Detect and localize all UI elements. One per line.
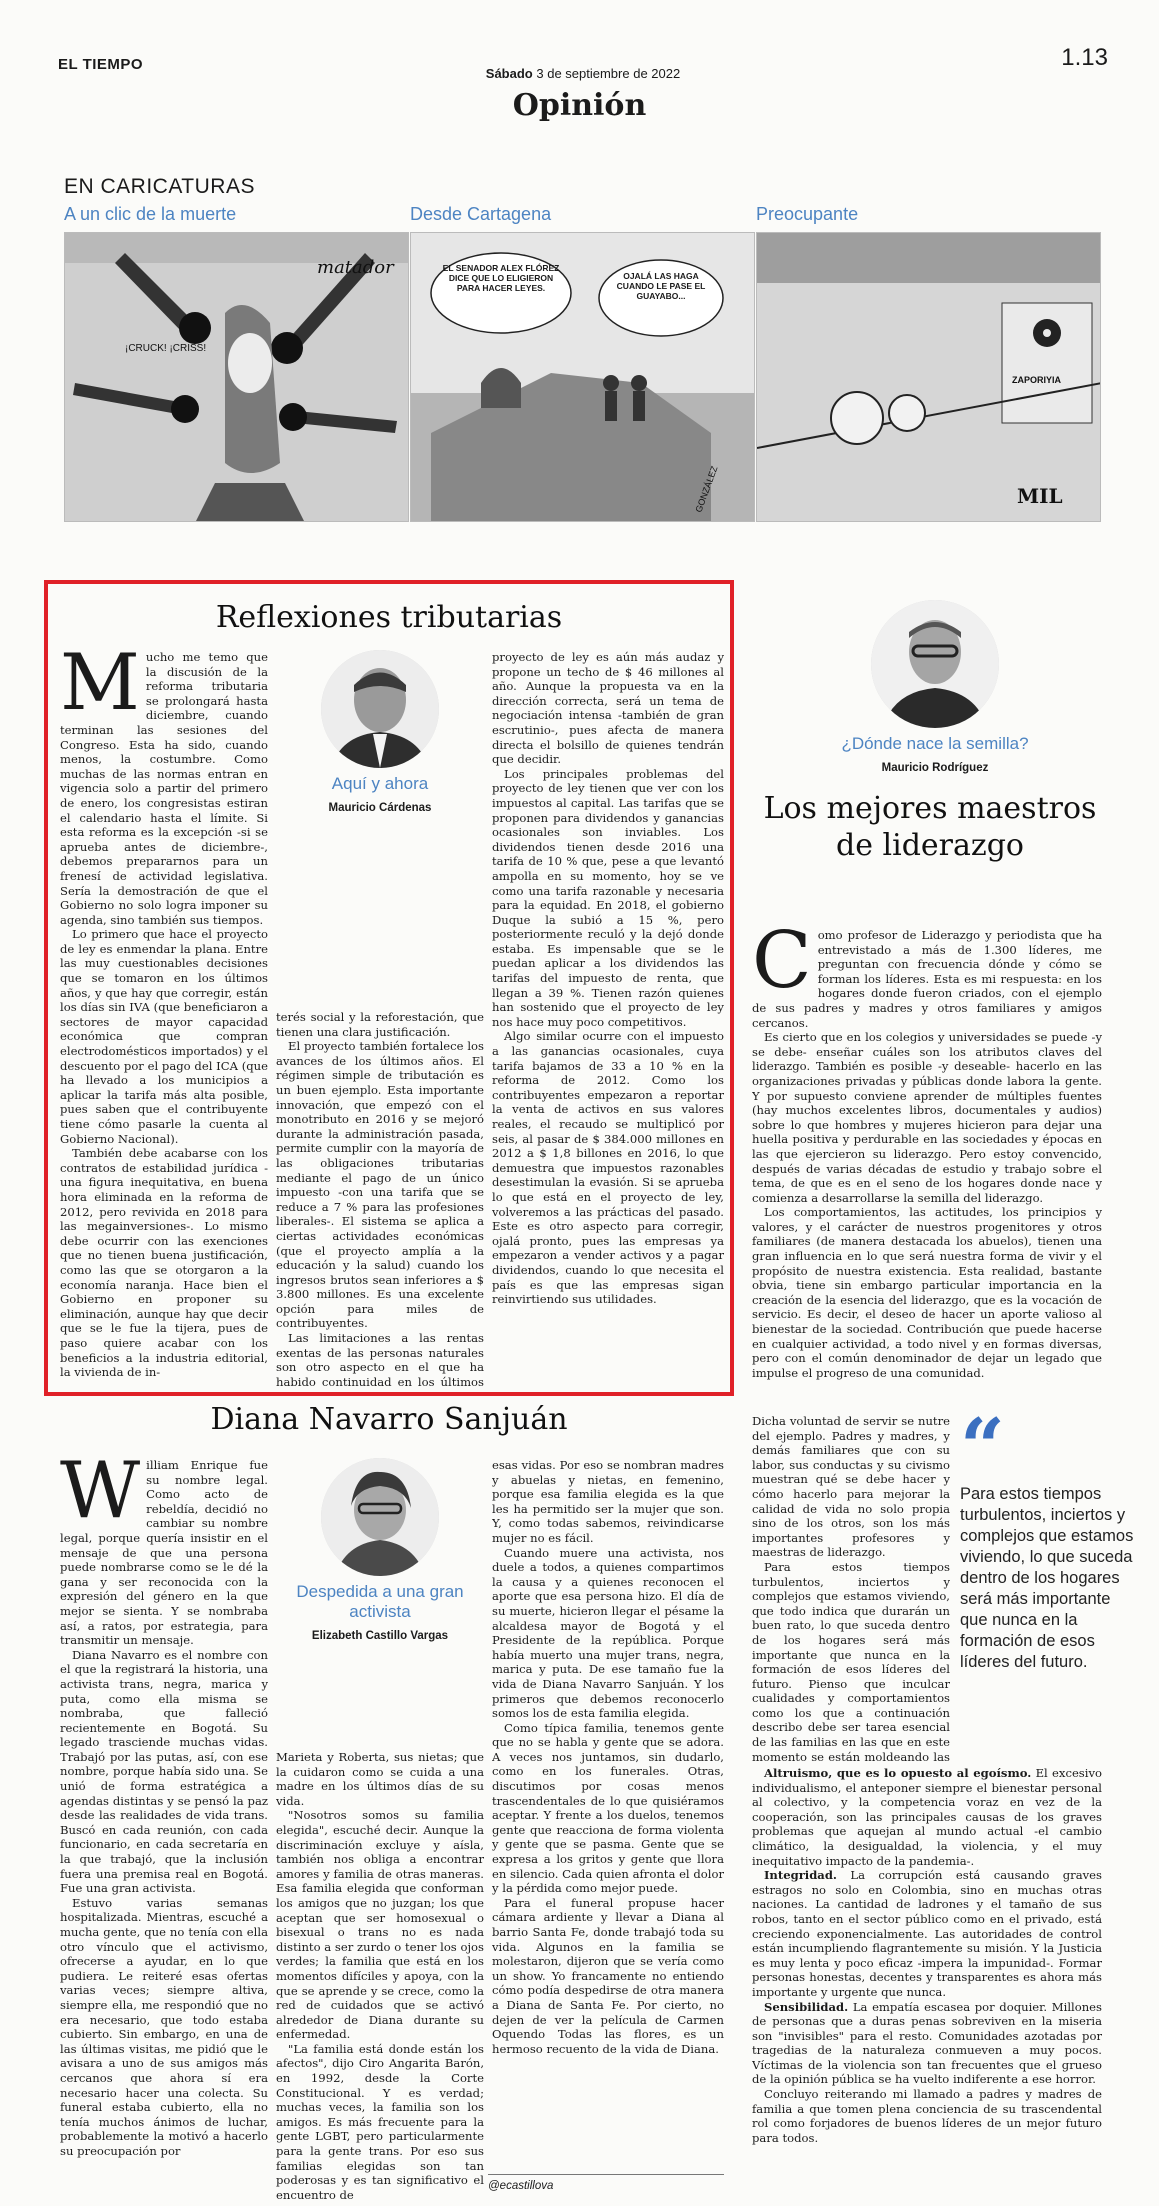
item-text: La corrupción está causando graves estragos no solo en Colombia, sino en muchas otras naciones. La cantidad de ladrones y el tamaño de sus robos, tanto en el sector público como en el privado, está creciendo exponencialmente. Las autoridades de control están incumpliendo flagrantemente su misión. Y la Justicia es muy lenta y poco eficaz -impera la impunidad-. Formar personas honestas, decentes y transparentes es ahora más importante y urgente que nunca. xyxy=(752,1868,1102,1999)
cartoon-bubble-right: OJALÁ LAS HAGA CUANDO LE PASE EL GUAYABO... xyxy=(616,271,706,301)
cartoon-caption: Preocupante xyxy=(756,204,859,224)
cartoon-2 xyxy=(410,200,755,522)
paragraph: Cuando muere una activista, nos duele a todos, a quienes compartimos la causa y a quienes reconocen el aporte que esa persona hizo. El día de su muerte, hicieron llegar el pésame la alcaldesa mayor de Bogotá y el Presidente de la república. Porque había muerto una mujer trans, negra, marica y puta. De ese tamaño fue la vida de Diana Navarro Sanjuán. Y los primeros que debemos reconocerlo somos los de esta familia elegida. xyxy=(492,1545,724,1721)
author-handle[interactable]: @ecastillova xyxy=(488,2180,554,2192)
article-column-2 xyxy=(752,1414,950,1764)
cartoon-caption: Desde Cartagena xyxy=(410,204,552,224)
drop-cap: W xyxy=(60,1458,141,1536)
paragraph: Estuvo varias semanas hospitalizada. Mientras, escuché a mucha gente, que no tenía con ella otro vínculo que el activismo, ofrecerse a ayudar, en lo que pudiera. Le reiteré esas ofertas varias veces; siempre altiva, siempre ella, me respondió que no era necesario, que todo estaba cubierto. Sin embargo, en una de las últimas visitas, me pidió que le avisara a uno de sus amigos más cercanos que ahora sí era necesario hacer una colecta. Su funeral estaba cubierto, ella no tenía muchos ánimos de luchar, probablemente la motivó a hacerlo su preocupación por xyxy=(60,1895,268,2158)
article-column-3 xyxy=(492,650,724,1390)
paragraph: También debe acabarse con los contratos de estabilidad jurídica -una figura inequitativa, en buena hora eliminada en la reforma de 2012, pero revivida en 2018 para las megainversiones-. Lo mismo debe ocurrir con las exenciones que no tienen buena justificación, como las que se otorgaron a la economía naranja. Hace bien el Gobierno en proponer su eliminación, aunque hay que decir que se le fue la tijera, pues de paso quiere acabar con los beneficios a la industria editorial, la vivienda de in- xyxy=(60,1146,268,1380)
author-name: Mauricio Cárdenas xyxy=(328,802,432,814)
paragraph: esas vidas. Por eso se nombran madres y abuelas y nietas, en femenino, porque esa familia elegida es la que les ha permitido ser la mujer que son. Y, como todas sabemos, reivindicarse mujer no es fácil. xyxy=(492,1458,724,1545)
cartoon-label: ZAPORIYIA xyxy=(1012,375,1062,385)
paragraph: Para estos tiempos turbulentos, inciertos y complejos que estamos viviendo, que todo indica que durarán un buen rato, lo que suceda dentro de los hogares será más importante que nunca en la formación de esos líderes del futuro. Pienso que inculcar cualidades y comportamientos como los que a continuación describo debe ser tarea esencial de las familias en las que en este momento se están moldeando las xyxy=(752,1559,950,1764)
masthead xyxy=(58,44,1108,81)
cartoon-image xyxy=(756,232,1101,522)
article-title: Reflexiones tributarias xyxy=(215,600,563,635)
item-lead: Sensibilidad. xyxy=(764,1999,849,2014)
paragraph: Concluyo reiterando mi llamado a padres y madres de familia a que tomen plena conciencia de su trascendental rol como forjadores de buenos líderes de un mejor futuro para todos. xyxy=(752,2087,1102,2145)
page-number: 1.13 xyxy=(1061,44,1108,71)
cartoon-sound: ¡CRUCK! ¡CRISS! xyxy=(125,343,207,354)
list-item xyxy=(752,1868,1102,1999)
paragraph: terés social y la reforestación, que tienen una clara justificación. xyxy=(276,1010,484,1039)
cartoon-caption: A un clic de la muerte xyxy=(64,204,237,224)
paragraph: Dicha voluntad de servir se nutre del ejemplo. Padres y madres, y demás familiares que con su labor, sus conductas y su civismo muestran qué se debe hacer y cómo hacerlo para mejorar la calidad de vida no solo propia sino de los otros, son los más importantes profesores y maestras de liderazgo. xyxy=(752,1414,950,1560)
paragraph: El proyecto también fortalece los avances de los últimos años. El régimen simple de tributación es un buen ejemplo. Esta importante innovación, que empezó con el monotributo en 2016 y se mejoró durante la administración pasada, permite cumplir con la mayoría de las obligaciones tributarias mediante el pago de un único impuesto -con una tarifa que se reduce a 7 % para las profesiones liberales-. El sistema se aplica a ciertas actividades económicas (que el proyecto amplía a la educación y la salud) cuando los ingresos brutos sean inferiores a $ 3.800 millones. Es una excelente opción para miles de contribuyentes. xyxy=(276,1039,484,1331)
author-name: Elizabeth Castillo Vargas xyxy=(311,1630,449,1642)
column-kicker: ¿Dónde nace la semilla? xyxy=(841,734,1029,753)
drop-cap: C xyxy=(752,928,812,1006)
paragraph: Para el funeral propuse hacer cámara ardiente y llevar a Diana al barrio Santa Fe, donde trabajó toda su vida. Algunos en la familia se molestaron, dijeron que se vería como un show. Yo francamente no entiendo cómo podía despedirse de otra manera a Diana de Santa Fe. Por cierto, no dejen de ver la película de Carmen Oquendo Todas las flores, es un hermoso recuento de la vida de Diana. xyxy=(492,1895,724,2056)
author-photo xyxy=(321,650,439,768)
column-kicker: Aquí y ahora xyxy=(331,774,429,793)
paragraph: ucho me temo que la discusión de la reforma tributaria se prolongará hasta diciembre, cuando terminan las sesiones del Congreso. Esta ha sido, cuando menos, la costumbre. Como muchas de las normas entran en vigencia solo a partir del primero de enero, los congresistas estiran el calendario hasta el límite. Si esta reforma es la excepción -si se aprueba antes de diciembre-, debemos prepararnos para un frenesí de actividad legislativa. Sería la demostración de que el Gobierno no solo logra imponer su agenda, sino también sus tiempos. xyxy=(60,650,268,927)
byline xyxy=(276,650,484,814)
item-text: El excesivo individualismo, el anteponer siempre el bienestar personal al colectivo, y la competencia voraz en vez de la cooperación, son las principales causas de los graves problemas que aquejan al mundo actual -el cambio climático, la desigualdad, la violencia, y el muy inequitativo impacto de la pandemia-. xyxy=(752,1766,1102,1868)
issue-date-text: 3 de septiembre de 2022 xyxy=(536,66,681,81)
paragraph: proyecto de ley es aún más audaz y propone un techo de $ 46 millones al año. Aunque la propuesta va en la dirección correcta, será un tema de negociación intensa -también de gran escrutinio-, pues afecta de manera directa el bolsillo de quienes tendrán que decidir. xyxy=(492,650,724,767)
byline xyxy=(790,600,1080,774)
cartoon-signature: matador xyxy=(317,257,394,278)
paragraph: Algo similar ocurre con el impuesto a las ganancias ocasionales, cuya tarifa bajamos de 33 a 10 % en la reforma de 2012. Como los contribuyentes empezaron a reportar la venta de activos en sus valores reales, el recaudo se multiplicó por seis, al pasar de $ 384.000 millones en 2012 a $ 1,8 billones en 2016, lo que demuestra que impuestos razonables desestimulan la evasión. Si se aprueba lo que está en el proyecto de ley, volveremos a las prácticas del pasado. Este es otro aspecto para corregir, ojalá pronto, pues las empresas ya empezaron a vender activos y a pagar dividendos, cuando lo que necesita el país es que las empresas sigan reinvirtiendo sus utilidades. xyxy=(492,1029,724,1307)
item-text: La empatía escasea por doquier. Millones de personas que a duras penas sobreviven en la miseria son "invisibles" para el resto. Comunidades azotadas por tragedias de la naturaleza conmueven a muy pocos. Víctimas de la violencia son tan frecuentes que el grueso de la opinión pública se ha vuelto indiferente a ese horror. xyxy=(752,1999,1102,2087)
cartoon-image xyxy=(64,232,409,522)
cartoon-bubble-left: EL SENADOR ALEX FLÓREZ DICE QUE LO ELIGIERON PARA HACER LEYES. xyxy=(442,263,560,293)
paragraph: Diana Navarro es el nombre con el que la registrará la historia, una activista trans, negra, marica y puta, como ella misma se nombraba, que falleció recientemente en Bogotá. Su legado trasciende muchas vidas. Trabajó por las putas, así, con ese nombre, porque había sido una. Se unió de forma estratégica a agendas distintas y se pensó la paz desde las realidades de vida trans. Buscó en cada reunión, con cada funcionario, en cada secretaría en la que trabajó, que la inclusión fuera una premisa real en Bogotá. Fue una gran activista. xyxy=(60,1647,268,1896)
article-column-1 xyxy=(752,928,1102,1413)
cartoon-signature: GONZÁLEZ xyxy=(693,464,720,514)
issue-weekday: Sábado xyxy=(485,66,533,81)
byline xyxy=(276,1458,484,1642)
author-photo xyxy=(871,600,999,728)
pull-quote xyxy=(960,1402,1140,1673)
article-column-3 xyxy=(492,1458,724,2170)
cartoons-header: EN CARICATURAS xyxy=(64,175,255,198)
paragraph: Lo primero que hace el proyecto de ley es enmendar la plana. Entre las muy cuestionables decisiones que se tomaron en los últimos años, y que hay que corregir, están los días sin IVA (que beneficiaron a sectores de mayor capacidad económica que compran electrodomésticos importados) y el descuento por el pago del ICA (que ha llevado a los municipios a aplicar la tarifa más alta posible, pues saben que el contribuyente tiene cómo pasarle la cuenta al Gobierno Nacional). xyxy=(60,927,268,1146)
list-item xyxy=(752,2000,1102,2088)
divider xyxy=(488,2174,724,2175)
paragraph: Los principales problemas del proyecto de ley tienen que ver con los impuestos al capital. Las tarifas que se proponen para dividendos y ganancias ocasionales son inviables. Los dividendos tienen desde 2016 una tarifa de 10 % que, pese a que levantó ampolla en su momento, hoy se ve como una tarifa razonable y necesaria para la equidad. En 2018, el gobierno Duque la subió a 15 %, pero posteriormente reculó y la dejó donde estaba. Es impensable que se le puedan aplicar a los dividendos las tarifas del impuesto de renta, que llegan a 39 %. Tienen razón quienes han sostenido que el proyecto de ley nos hace muy poco competitivos. xyxy=(492,766,724,1029)
cartoon-3 xyxy=(756,200,1101,522)
article-column-2 xyxy=(276,1010,484,1390)
author-photo xyxy=(321,1458,439,1576)
drop-cap: M xyxy=(60,650,140,728)
article-column-2 xyxy=(276,1750,484,2200)
article-column-1 xyxy=(60,650,268,1390)
cartoon-1 xyxy=(64,200,409,522)
paragraph: illiam Enrique fue su nombre legal. Como acto de rebeldía, decidió no cambiar su nombre legal, porque quería insistir en el mensaje de que una persona puede nombrarse como se le dé la gana y ser reconocida con la expresión del género en la que mejor se sienta. Y se nombraba así, a ratos, por estrategia, para transmitir un mensaje. xyxy=(60,1458,268,1648)
article-title: Los mejores maestros de liderazgo xyxy=(763,791,1097,863)
article-column-3 xyxy=(752,1766,1102,2200)
issue-date xyxy=(58,66,1108,81)
paragraph: Las limitaciones a las rentas exentas de las personas naturales son otro aspecto en el que ha habido continuidad en los últimos xyxy=(276,1331,484,1389)
paragraph: "La familia está donde están los afectos", dijo Ciro Angarita Barón, en 1992, desde la Corte Constitucional. Y es verdad; muchas veces, la familia son los amigos. Es más frecuente para la gente LGBT, pero particularmente para la gente trans. Por eso sus familias elegidas son tan poderosas y es tan significativo el encuentro de xyxy=(276,2041,484,2200)
paragraph: omo profesor de Liderazgo y periodista que ha entrevistado a más de 1.300 líderes, me preguntan con frecuencia dónde y cómo se forman los líderes. Esta es mi respuesta: en los hogares donde fueron criados, con el ejemplo de sus padres y madres y otros familiares y amigos cercanos. xyxy=(752,928,1102,1030)
item-lead: Altruismo, que es lo opuesto al egoísmo. xyxy=(764,1766,1032,1780)
quote-icon: “ xyxy=(960,1402,1005,1493)
paragraph: "Nosotros somos su familia elegida", escuché decir. Aunque la discriminación excluye y aísla, también nos obliga a encontrar amores y familia de otras maneras. Esa familia elegida que conforman los amigos que no juzgan; los que aceptan que ser homosexual o bisexual o trans no es nada distinto a ser zurdo o tener los ojos verdes; la familia que está en los momentos difíciles y apoya, con la que se aprende y se crece, como la red de cuidados que se activó alrededor de Diana durante su enfermedad. xyxy=(276,1808,484,2042)
author-name: Mauricio Rodríguez xyxy=(881,762,989,774)
article-column-1 xyxy=(60,1458,268,2200)
paragraph: Los comportamientos, las actitudes, los principios y valores, y el carácter de nuestros progenitores y otros familiares (de manera destacada los abuelos), tienen una gran influencia en lo que será nuestra forma de vivir y el propósito de nuestra existencia. Esta realidad, bastante obvia, tiene sin embargo particular importancia en la creación de la esencia del liderazgo, que es la vocación de servicio. Es decir, el deseo de hacer un aporte valioso al bienestar de la sociedad. Contribución que puede hacerse en cualquier actividad, a todo nivel y en formas diversas, pero con el común denominador de dejar un legado que impulse el progreso de una comunidad. xyxy=(752,1205,1102,1380)
column-kicker: Despedida a una gran activista xyxy=(296,1582,464,1621)
paragraph: Como típica familia, tenemos gente que no se habla y gente que se adora. A veces nos juntamos, sin dudarlo, como en los funerales. Otras, discutimos por cosas menos trascendentales de lo que quisiéramos aceptar. Y frente a los duelos, tenemos gente que reacciona de forma violenta y gente que se pasma. Gente que se expresa a los gritos y gente que llora en silencio. Cada quien afronta el dolor y la pérdida como mejor puede. xyxy=(492,1720,724,1896)
newspaper-name: EL TIEMPO xyxy=(58,56,144,73)
section-title: Opinión xyxy=(512,88,647,123)
paragraph: Marieta y Roberta, sus nietas; que la cuidaron como se cuida a una madre en los últimos días de su vida. xyxy=(276,1750,484,1808)
pull-quote-text: Para estos tiempos turbulentos, inciertos y complejos que estamos viviendo, lo que suceda dentro de los hogares será más importante que nunca en la formación de esos líderes del futuro. xyxy=(960,1485,1134,1671)
article-title: Diana Navarro Sanjuán xyxy=(210,1402,568,1437)
paragraph: Es cierto que en los colegios y universidades se puede -y se debe- enseñar cuáles son los atributos claves del liderazgo. También es posible -y deseable- hacerlo en las organizaciones privadas y públicas donde labora la gente. Y por supuesto conviene aprender de múltiples fuentes (hay muchos excelentes libros, documentales y audios) sobre lo que hombres y mujeres hicieron para dejar una huella positiva y perdurable en las sociedades y épocas en las que ejercieron su liderazgo. Pero estoy convencido, después de varias décadas de estudio y trabajo sobre el tema, de que es en el seno de los hogares donde nace y comienza a desarrollarse la semilla del liderazgo. xyxy=(752,1030,1102,1205)
list-item xyxy=(752,1766,1102,1868)
item-lead: Integridad. xyxy=(764,1868,837,1883)
cartoon-signature: MIL xyxy=(1017,484,1063,508)
cartoon-image xyxy=(410,232,755,522)
